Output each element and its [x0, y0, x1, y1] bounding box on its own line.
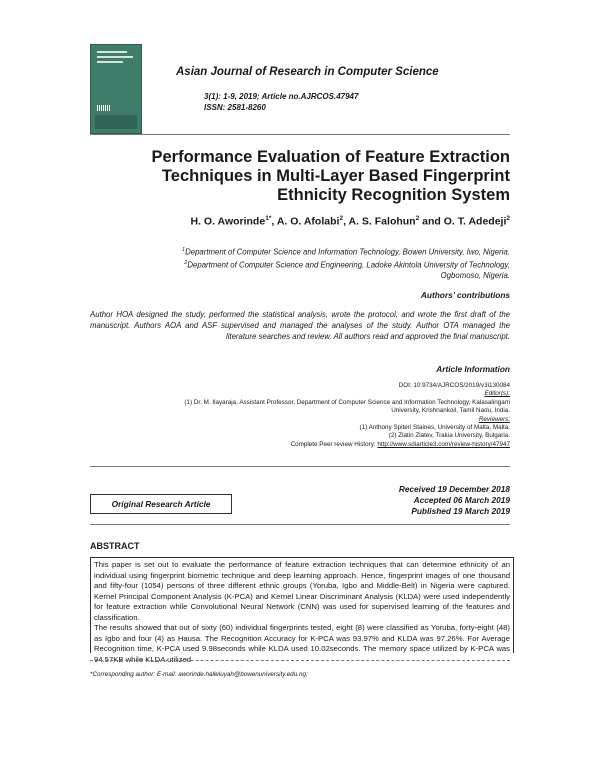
volume-line: 3(1): 1-9, 2019; Article no.AJRCOS.47947	[204, 92, 359, 101]
reviewer-line: (2) Zlatin Zlatev, Trakia University, Bulgaria.	[388, 432, 510, 440]
affiliations	[90, 245, 510, 282]
title-line: Techniques in Multi-Layer Based Fingerprint	[161, 167, 510, 185]
received-date: Received 19 December 2018	[398, 484, 510, 494]
paper-title	[90, 148, 510, 205]
article-type-box: Original Research Article	[90, 494, 232, 514]
corresponding-author: *Corresponding author: E-mail: aworinde.halleluyah@bowenuniversity.edu.ng;	[90, 671, 308, 678]
journal-volume-info	[204, 91, 358, 113]
footnote-divider	[90, 660, 510, 661]
author-sup: 2	[506, 215, 510, 222]
abstract-paragraph: This paper is set out to evaluate the performance of feature extraction techniques that can determine ethnicity of an individual using fingerprint biometric technique and deep learning approach. Hence, fingerprint images of one thousand and fifty-four (1054) persons of three different ethnic groups (Yoruba, Igbo and Middle-Belt) in Nigeria were captured. Kernel Principal Component Analysis (K-PCA) and Kernel Linear Discriminant Analysis (KLDA) were used independently for feature extraction while Convolutional Neural Network (CNN) was used for supervised learning of the features and classification.	[94, 560, 510, 622]
editor-line: (1) Dr. M. Ilayaraja, Assistant Professor, Department of Computer Science and Information Technology, Kalasalingam	[184, 398, 510, 406]
affiliation-line	[90, 245, 510, 258]
author-name: A. S. Falohun	[348, 215, 416, 228]
issn: ISSN: 2581-8260	[204, 103, 266, 112]
affiliation-sup: 1	[182, 247, 186, 253]
affiliation-line	[90, 258, 510, 271]
author-separator: and	[419, 215, 444, 228]
reviewer-line: (1) Anthony Spiteri Staines, University of Malta, Malta.	[359, 424, 510, 432]
reviewers-label: Reviewers:	[478, 415, 510, 423]
article-info	[90, 382, 510, 449]
affiliation-text: Ogbomoso, Nigeria.	[440, 271, 510, 281]
header-divider	[90, 134, 510, 135]
affiliation-text: Department of Computer Science and Information Technology, Bowen University, Iwo, Nigeria.	[185, 247, 510, 257]
article-dates	[300, 484, 510, 517]
author-sup: 2	[339, 215, 344, 222]
article-info-heading: Article Information	[436, 364, 510, 374]
abstract-paragraph: The results showed that out of sixty (60) individual fingerprints tested, eight (8) were classified as Yoruba, forty-eight (48) as Igbo and four (4) as Hausa. The Recognition Accuracy for K-PCA was 93.97% and KLDA was 97.26%. For Average Recognition time, K-PCA used 9.98seconds while KLDA used 10.02seconds. The memory space utilized by K-PCA was 94.57KB while KLDA utilized	[94, 623, 510, 664]
author-list	[90, 215, 510, 228]
review-history	[90, 441, 510, 449]
affiliation-sup: 2	[184, 260, 188, 267]
author-name: O. T. Adedeji	[443, 215, 507, 228]
author-name: H. O. Aworinde	[190, 215, 266, 228]
title-line: Performance Evaluation of Feature Extraction	[151, 148, 510, 166]
editors-label: Editor(s):	[484, 390, 510, 398]
author-sup: 2	[415, 215, 420, 222]
dates-divider	[90, 524, 510, 525]
author-separator: ,	[343, 215, 349, 228]
contributions-heading: Authors’ contributions	[420, 290, 510, 300]
affiliation-text: Department of Computer Science and Engineering, Ladoke Akintola University of Technology,	[187, 260, 510, 270]
author-sup: 1*	[265, 215, 272, 222]
abstract-box	[90, 557, 514, 664]
review-history-label: Complete Peer review History:	[290, 440, 378, 448]
journal-cover-thumbnail	[90, 44, 142, 134]
title-line: Ethnicity Recognition System	[277, 186, 510, 204]
abstract-heading: ABSTRACT	[90, 541, 140, 551]
published-date: Published 19 March 2019	[411, 506, 510, 516]
journal-name: Asian Journal of Research in Computer Science	[176, 66, 439, 78]
review-history-link[interactable]: http://www.sdiarticle3.com/review-history/47947	[377, 440, 510, 448]
author-name: A. O. Afolabi	[276, 215, 340, 228]
author-separator: ,	[271, 215, 277, 228]
barcode-icon	[97, 105, 111, 111]
accepted-date: Accepted 06 March 2019	[413, 495, 510, 505]
contributions-text: Author HOA designed the study, performed the statistical analysis, wrote the protocol, and wrote the first draft of the manuscript. Authors AOA and ASF supervised and managed the analyses of the study. Author OTA managed the literature searches and review. All authors read and approved the final manuscript.	[90, 310, 510, 341]
editor-line: University, Krishnankoil, Tamil Nadu, India.	[391, 407, 510, 415]
info-divider	[90, 466, 510, 467]
affiliation-line	[90, 271, 510, 282]
doi: DOI: 10.9734/AJRCOS/2019/v3i130084	[398, 382, 510, 389]
